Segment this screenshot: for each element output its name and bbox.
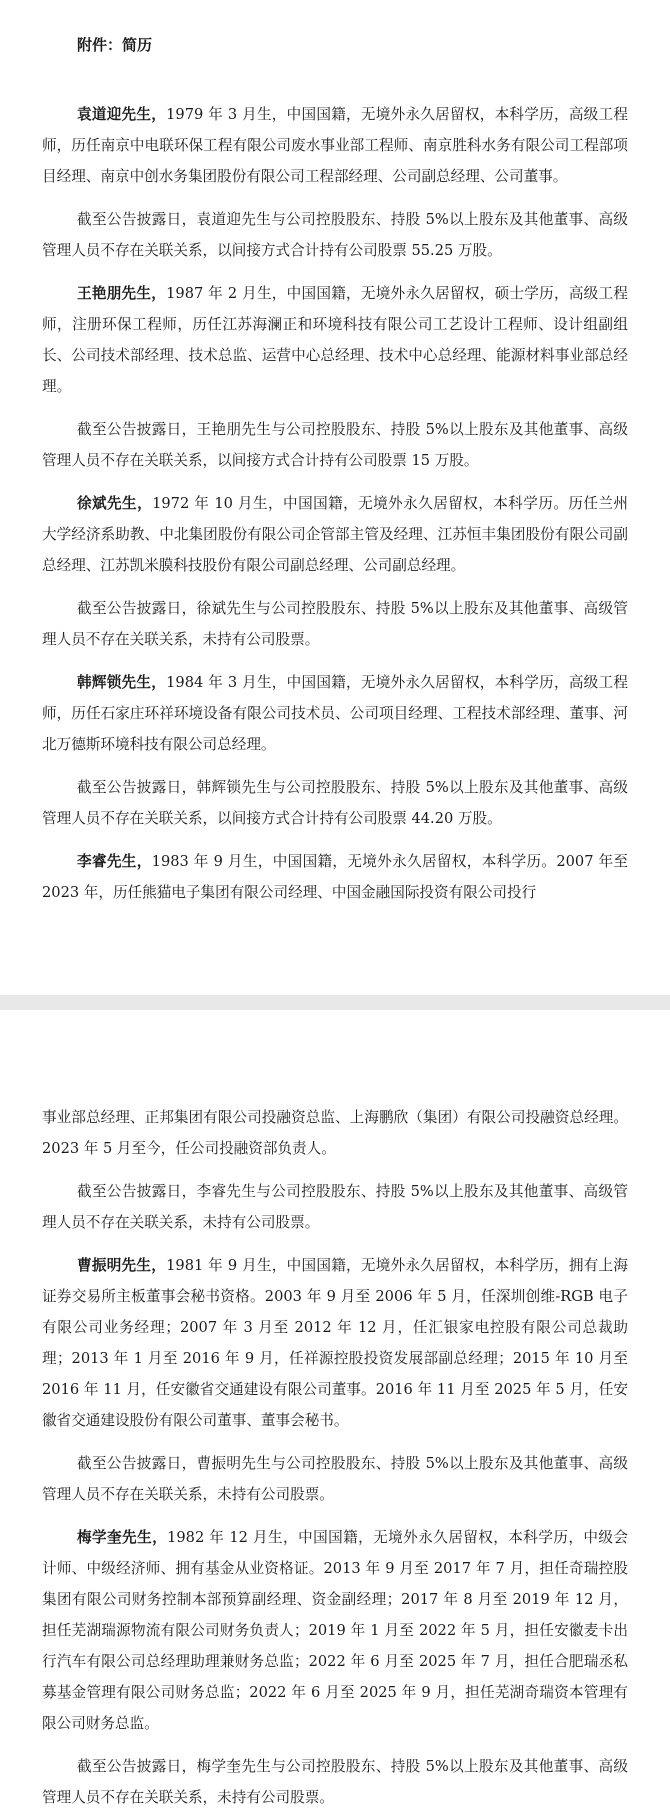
person-name: 曹振明先生， (77, 1257, 167, 1274)
person-name: 韩辉锁先生， (77, 674, 167, 691)
resume-paragraph (42, 846, 628, 908)
resume-paragraph (42, 488, 628, 581)
resume-paragraph (42, 278, 628, 402)
continued-paragraph: 事业部总经理、正邦集团有限公司投融资总监、上海鹏欣（集团）有限公司投融资总经理。2023 年 5 月至今，任公司投融资部负责人。 (42, 1109, 628, 1157)
shareholding-paragraph (42, 1448, 628, 1510)
paragraph-text: 1982 年 12 月生，中国国籍，无境外永久居留权，本科学历，中级会计师、中级经济师、拥有基金从业资格证。2013 年 9 月至 2017 年 7 月，担任奇瑞控股集团有限公司财务控制本部预算副经理、资金副经理；2017 年 8 月至 2019 年 12 月，担任芜湖瑞源物流有限公司财务负责人；2019 年 1 月至 2022 年 5 月，担任安徽麦卡出行汽车有限公司总经理助理兼财务总监；2022 年 6 月至 2025 年 7 月，担任合肥瑞丞私募基金管理有限公司财务总监；2022 年 6 月至 2025 年 9 月，担任芜湖奇瑞资本管理有限公司财务总监。 (42, 1529, 628, 1732)
shareholding-paragraph (42, 414, 628, 476)
paragraph-text: 1972 年 10 月生，中国国籍，无境外永久居留权，本科学历。历任兰州大学经济系助教、中北集团股份有限公司企管部主管及经理、江苏恒丰集团股份有限公司副总经理、江苏凯米膜科技股份有限公司副总经理、公司副总经理。 (42, 495, 628, 574)
paragraph-text: 截至公告披露日，袁道迎先生与公司控股股东、持股 5%以上股东及其他董事、高级管理人员不存在关联关系，以间接方式合计持有公司股票 55.25 万股。 (42, 211, 628, 259)
shareholding-paragraph (42, 204, 628, 266)
paragraph-text: 截至公告披露日，韩辉锁先生与公司控股股东、持股 5%以上股东及其他董事、高级管理人员不存在关联关系，以间接方式合计持有公司股票 44.20 万股。 (42, 779, 628, 827)
paragraph-text: 截至公告披露日，曹振明先生与公司控股股东、持股 5%以上股东及其他董事、高级管理人员不存在关联关系，未持有公司股票。 (42, 1455, 628, 1503)
shareholding-paragraph (42, 772, 628, 834)
person-name: 梅学奎先生， (77, 1529, 168, 1546)
paragraph-text: 截至公告披露日，王艳朋先生与公司控股股东、持股 5%以上股东及其他董事、高级管理人员不存在关联关系，以间接方式合计持有公司股票 15 万股。 (42, 421, 628, 469)
person-name: 袁道迎先生， (77, 106, 167, 123)
person-name: 徐斌先生， (77, 495, 153, 512)
document-page-2 (0, 1010, 670, 1808)
paragraph-text: 1987 年 2 月生，中国国籍，无境外永久居留权，硕士学历，高级工程师，注册环保工程师，历任江苏海澜正和环境科技有限公司工艺设计工程师、设计组副组长、公司技术部经理、技术总监、运营中心总经理、技术中心总经理、能源材料事业部总经理。 (42, 285, 628, 395)
page-divider (0, 995, 670, 1010)
shareholding-paragraph (42, 593, 628, 655)
resume-paragraph (42, 1522, 628, 1739)
attachment-heading: 附件：简历 (77, 36, 153, 54)
paragraph-text: 截至公告披露日，梅学奎先生与公司控股股东、持股 5%以上股东及其他董事、高级管理人员不存在关联关系，未持有公司股票。 (42, 1758, 628, 1806)
shareholding-paragraph (42, 1176, 628, 1238)
resume-paragraph (42, 1250, 628, 1436)
resume-paragraph (42, 667, 628, 760)
person-name: 王艳朋先生， (77, 285, 167, 302)
paragraph-text: 截至公告披露日，李睿先生与公司控股股东、持股 5%以上股东及其他董事、高级管理人员不存在关联关系，未持有公司股票。 (42, 1183, 628, 1231)
paragraph-text: 1984 年 3 月生，中国国籍，无境外永久居留权，本科学历，高级工程师，历任石家庄环祥环境设备有限公司技术员、公司项目经理、工程技术部经理、董事、河北万德斯环境科技有限公司总经理。 (42, 674, 628, 753)
paragraph-text: 1979 年 3 月生，中国国籍，无境外永久居留权，本科学历，高级工程师，历任南京中电联环保工程有限公司废水事业部工程师、南京胜科水务有限公司工程部项目经理、南京中创水务集团股份有限公司工程部经理、公司副总经理、公司董事。 (42, 106, 628, 185)
person-name: 李睿先生， (77, 853, 152, 870)
resume-paragraph (42, 99, 628, 192)
paragraph-text: 截至公告披露日，徐斌先生与公司控股股东、持股 5%以上股东及其他董事、高级管理人员不存在关联关系，未持有公司股票。 (42, 600, 628, 648)
shareholding-paragraph (42, 1751, 628, 1813)
paragraph-text: 1983 年 9 月生，中国国籍，无境外永久居留权，本科学历。2007 年至 2023 年，历任熊猫电子集团有限公司经理、中国金融国际投资有限公司投行 (42, 853, 628, 901)
paragraph-text: 1981 年 9 月生，中国国籍，无境外永久居留权，本科学历，拥有上海证券交易所主板董事会秘书资格。2003 年 9 月至 2006 年 5 月，任深圳创维-RGB 电子有限公司业务经理；2007 年 3 月至 2012 年 12 月，任汇银家电控股有限公司总裁助理；2013 年 1 月至 2016 年 9 月，任祥源控股投资发展部副总经理；2015 年 10 月至 2016 年 11 月，任安徽省交通建设有限公司董事。2016 年 11 月至 2025 年 5 月，任安徽省交通建设股份有限公司董事、董事会秘书。 (42, 1257, 628, 1429)
